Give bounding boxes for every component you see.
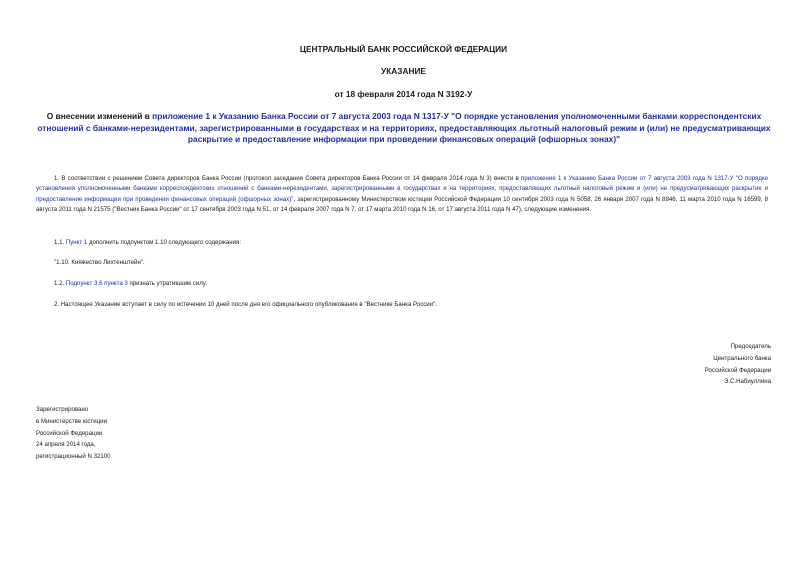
- title-text: О внесении изменений в: [46, 111, 153, 121]
- registration-number: регистрационный N 32100: [36, 453, 111, 461]
- registration-block: [36, 404, 111, 463]
- registration-line-1: Зарегистрировано: [36, 406, 89, 413]
- paragraph-1-amended-act-link[interactable]: приложение 1 к Указанию Банка России от 7 августа 2003 года N 1317-У "О порядке установления уполномоченными банками корреспондентских отношений с банками-нерезидентами, зарегистрированными в государствах и на территориях, предоставляющих льготный налоговый режим и (или) не предусматривающих раскрытие и предоставление информации при проведении финансовых операций (офшорных зонах)": [36, 175, 769, 203]
- subparagraph-1-1: [54, 238, 241, 247]
- point-1-link[interactable]: Пункт 1: [65, 239, 88, 246]
- title-amended-act-link[interactable]: приложение 1 к Указанию Банка России от 7 августа 2003 года N 1317-У "О порядке установления уполномоченными банками корреспондентских отношений с банками-нерезидентами, зарегистрированными в государствах и на территориях, предоставляющих льготный налоговый режим и (или) не предусматривающих раскрытие и предоставление информации при проведении финансовых операций (офшорных зонах)": [37, 111, 771, 145]
- signature-block: [705, 341, 771, 388]
- signature-name: Э.С.Набиуллина: [723, 378, 771, 386]
- document-type-heading: УКАЗАНИЕ: [381, 66, 426, 76]
- paragraph-1-text-end: , зарегистрированному Министерством юстиции Российской Федерации 10 сентября 2003 года N 5058, 26 января 2007 года N 8846, 11 марта 2010 года N 16599, 8 августа 2011 года N 21575 ("Вестник Банка России" от 17 сентября 2003 года N 51, от 14 февраля 2007 года N 7, от 17 марта 2010 года N 16, от 17 августа 2011 года N 47), следующие изменения.: [36, 195, 768, 214]
- subparagraph-1-2-text: признать утратившим силу.: [127, 280, 207, 287]
- registration-date: 24 апреля 2014 года,: [36, 441, 96, 449]
- registration-line-2: в Министерстве юстиции: [36, 417, 107, 425]
- registration-line-3: Российской Федерации: [36, 429, 103, 437]
- paragraph-1: [36, 174, 768, 216]
- subpoint-3-6-link[interactable]: Подпункт 3.6 пункта 3: [65, 280, 128, 287]
- subparagraph-1-10-quote: "1.10. Княжество Лихтенштейн".: [54, 259, 145, 266]
- document-date-heading: от 18 февраля 2014 года N 3192-У: [334, 89, 473, 99]
- signature-line-3: Российской Федерации: [704, 366, 771, 374]
- subparagraph-1-2: [54, 279, 207, 288]
- signature-line-2: Центрального банка: [713, 354, 771, 362]
- document-title: [34, 111, 774, 146]
- signature-line-1: Председатель: [730, 343, 771, 350]
- subparagraph-1-1-text: дополнить подпунктом 1.10 следующего содержания:: [87, 239, 242, 246]
- paragraph-1-text-start: 1. В соответствии с решением Совета директоров Банка России (протокол заседания Совета директоров Банка России от 14 февраля 2014 года N 3) внести в: [54, 175, 522, 182]
- paragraph-2: 2. Настоящее Указание вступает в силу по истечении 10 дней после дня его официального опубликования в "Вестнике Банка России".: [54, 301, 437, 308]
- issuer-heading: ЦЕНТРАЛЬНЫЙ БАНК РОССИЙСКОЙ ФЕДЕРАЦИИ: [299, 44, 508, 54]
- subparagraph-1-1-number: 1.1.: [54, 239, 66, 246]
- subparagraph-1-2-number: 1.2.: [54, 280, 66, 287]
